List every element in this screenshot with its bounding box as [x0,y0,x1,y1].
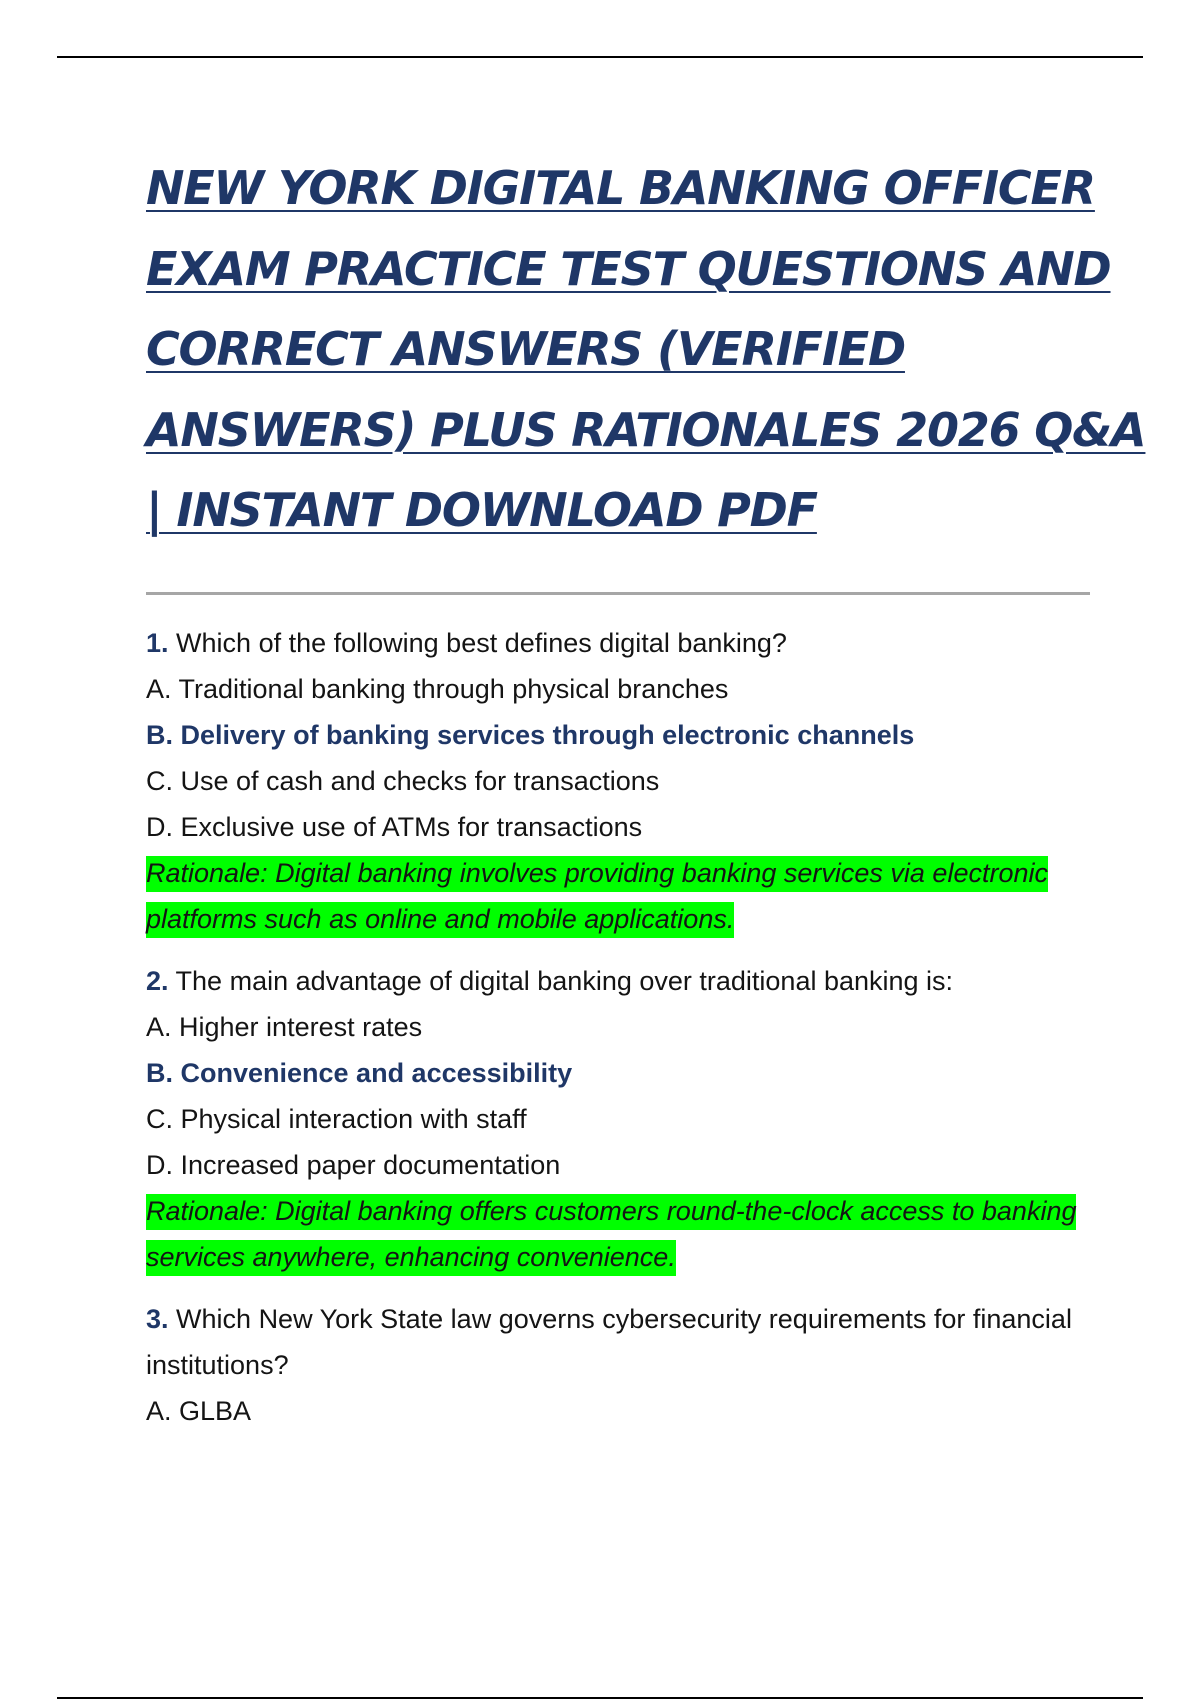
question-prompt: Which New York State law governs cybersecurity requirements for financial institutions? [146,1304,1072,1380]
title-line [146,390,1146,471]
title-line-text: CORRECT ANSWERS (VERIFIED [146,322,905,376]
title-line-text: ANSWERS) PLUS RATIONALES 2026 Q&A [146,402,1146,457]
question-text [146,1296,1096,1388]
answer-option-d: D. Increased paper documentation [146,1150,561,1180]
answer-option-c: C. Physical interaction with staff [146,1104,527,1134]
title-line [146,309,1096,390]
correct-answer-option-b: B. Delivery of banking services through electronic channels [146,720,915,750]
title-line-text: EXAM PRACTICE TEST QUESTIONS AND [146,241,1111,296]
title-line-text: NEW YORK DIGITAL BANKING OFFICER [146,161,1095,215]
question-number: 1. [146,628,169,658]
title-line-text: | INSTANT DOWNLOAD PDF [146,483,817,537]
correct-answer-option-b: B. Convenience and accessibility [146,1058,573,1088]
rationale [146,850,1096,942]
section-divider [146,592,1090,595]
page-top-rule [57,56,1143,58]
rationale-highlight: Rationale: Digital banking involves providing banking services via electronic platforms such as online and mobile applications. [146,856,1048,938]
question-text [146,958,1096,1004]
question-list [146,620,1096,1450]
question-3 [146,1296,1096,1434]
answer-option-a: A. GLBA [146,1396,252,1426]
rationale [146,1188,1096,1280]
rationale-highlight: Rationale: Digital banking offers customers round-the-clock access to banking services anywhere, enhancing convenience. [146,1194,1076,1276]
answer-option-c: C. Use of cash and checks for transactions [146,766,660,796]
question-number: 3. [146,1304,169,1334]
question-1 [146,620,1096,942]
question-text [146,620,1096,666]
document-title [146,148,1146,551]
question-2 [146,958,1096,1280]
title-line [146,229,1111,310]
title-line [146,148,1096,229]
answer-option-a: A. Higher interest rates [146,1012,423,1042]
question-prompt: The main advantage of digital banking over traditional banking is: [175,966,954,996]
title-line [146,470,1096,551]
question-prompt: Which of the following best defines digital banking? [176,628,787,658]
answer-option-d: D. Exclusive use of ATMs for transactions [146,812,643,842]
question-number: 2. [146,966,169,996]
page-bottom-rule [57,1697,1143,1699]
answer-option-a: A. Traditional banking through physical branches [146,674,729,704]
